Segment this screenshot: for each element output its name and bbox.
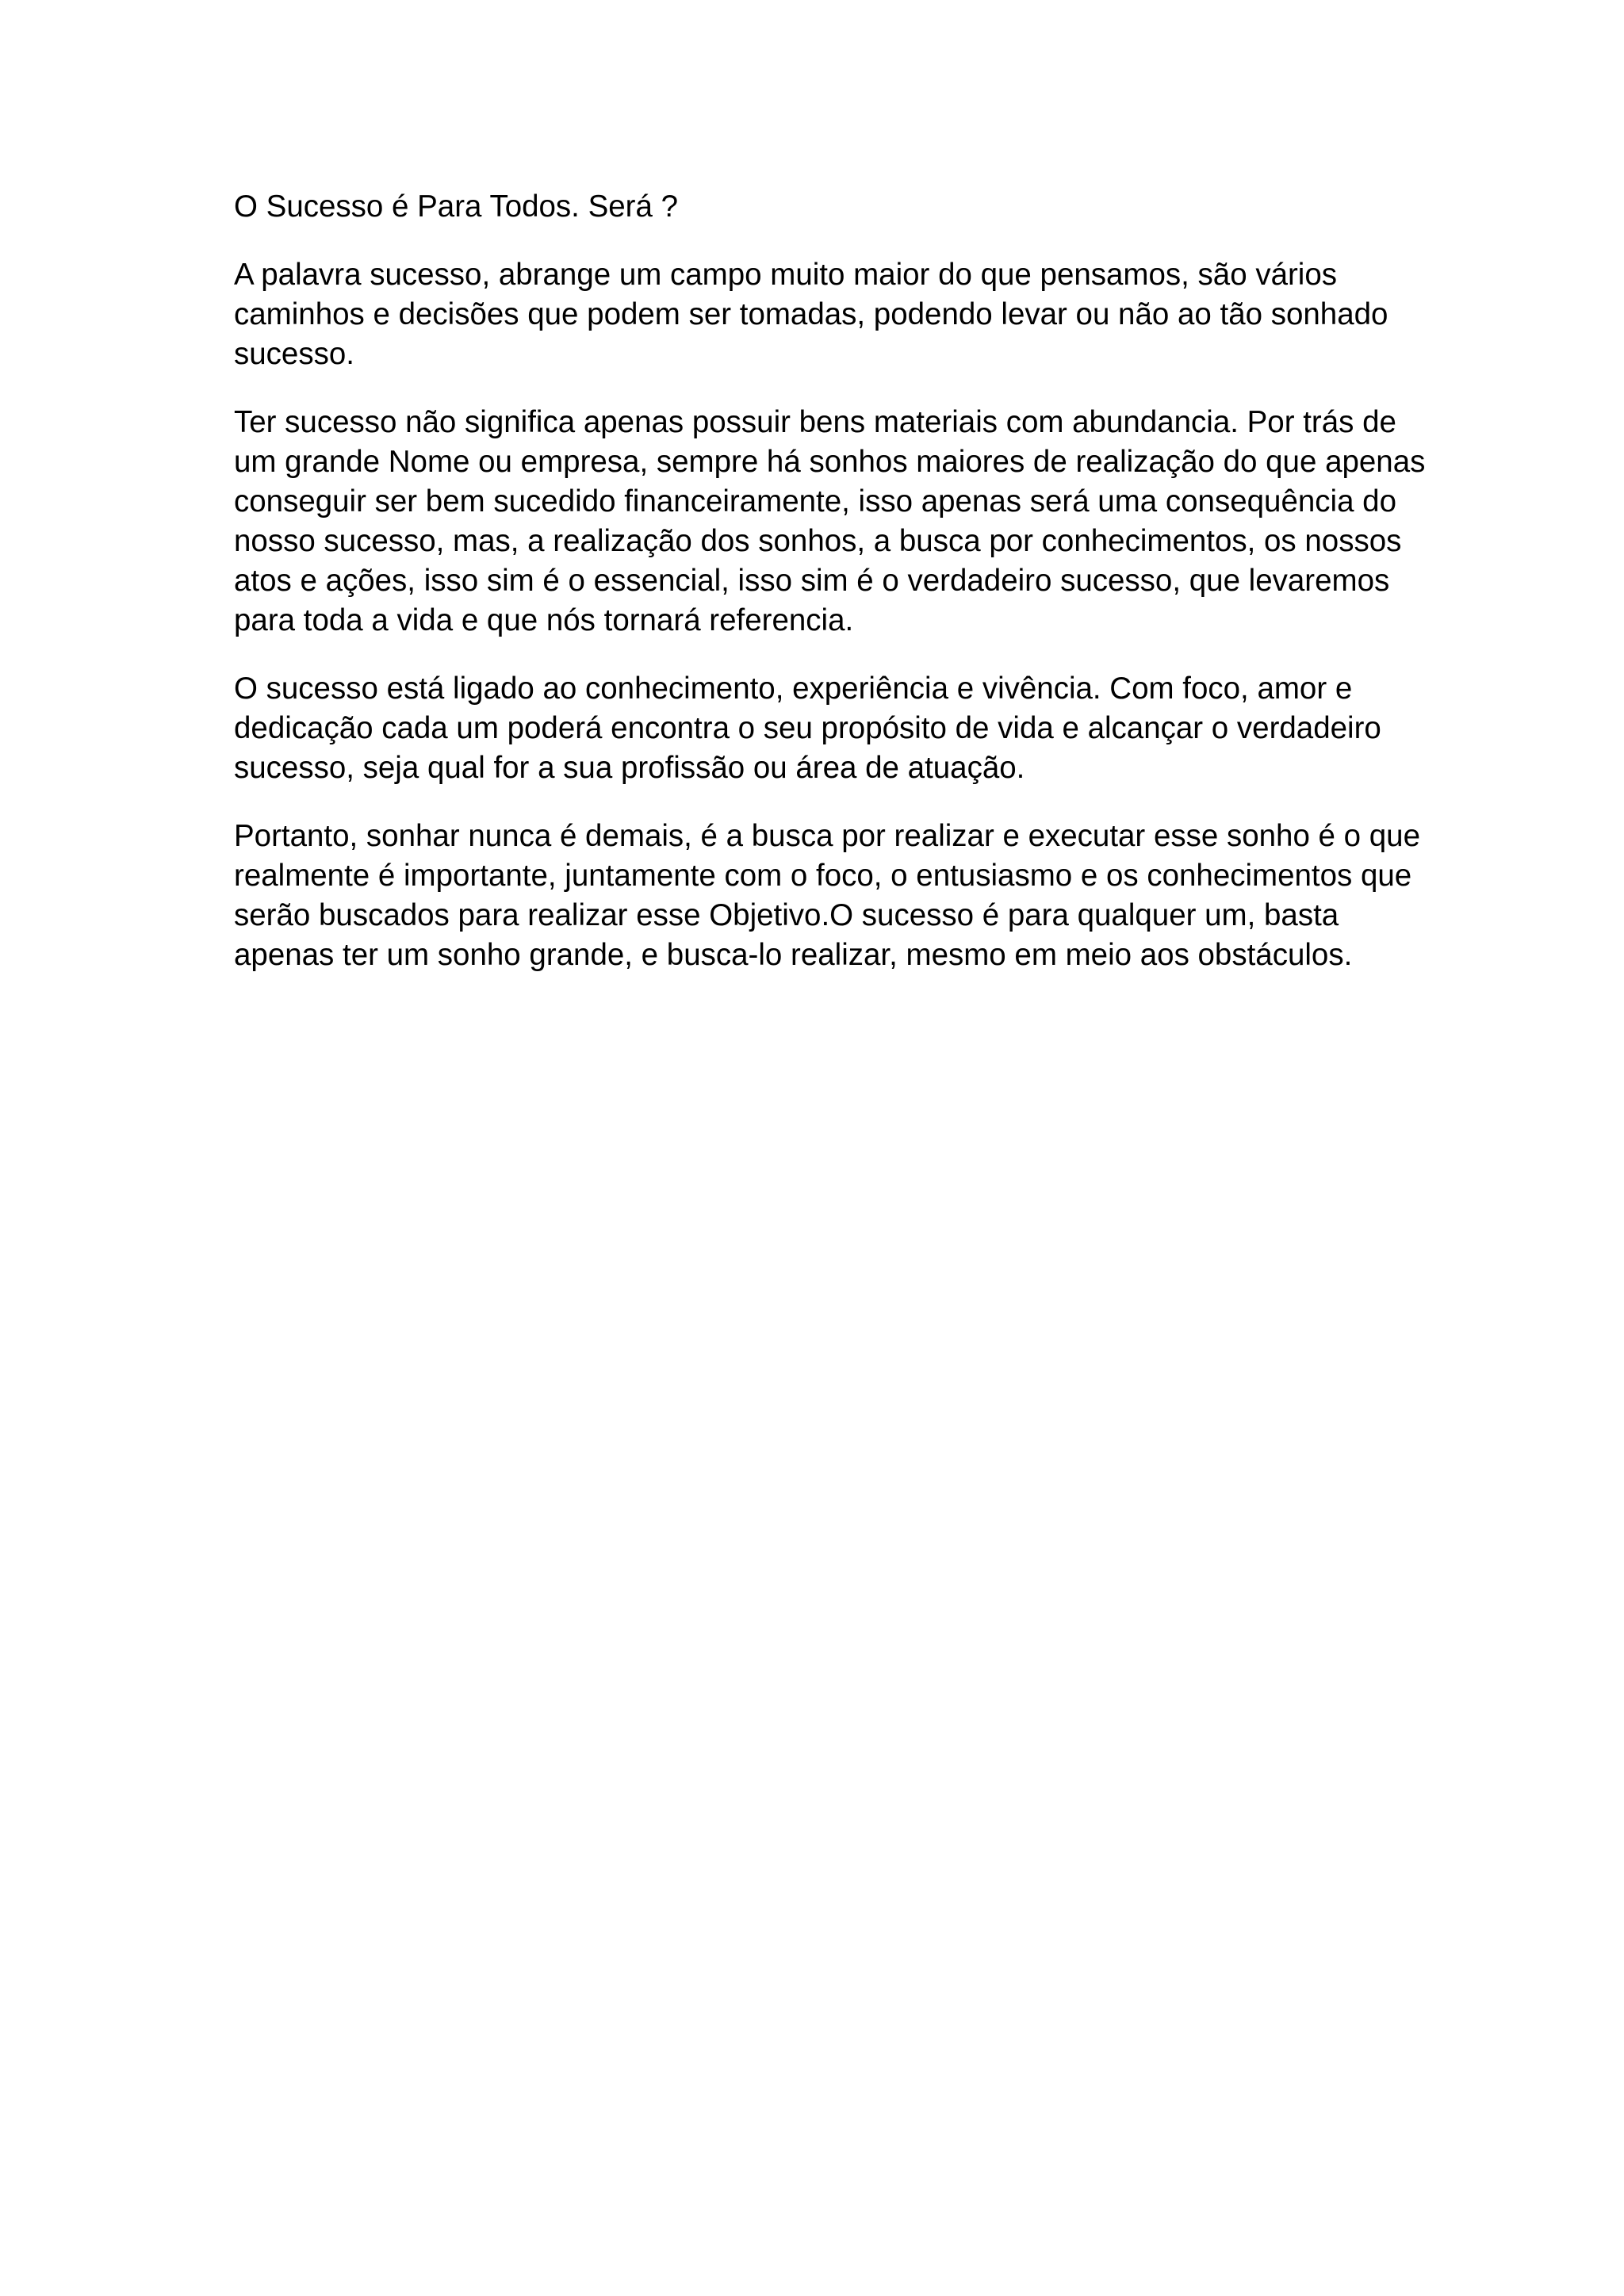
paragraph-4: Portanto, sonhar nunca é demais, é a busca por realizar e executar esse sonho é o que realmente é importante, juntamente com o foco, o entusiasmo e os conhecimentos que serão buscados para realizar esse Objetivo.O sucesso é para qualquer um, basta apenas ter um sonho grande, e busca-lo realizar, mesmo em meio aos obstáculos.	[234, 819, 1421, 972]
document-title: O Sucesso é Para Todos. Será ?	[234, 189, 678, 224]
paragraph-2: Ter sucesso não significa apenas possuir bens materiais com abundancia. Por trás de um grande Nome ou empresa, sempre há sonhos maiores de realização do que apenas conseguir ser bem sucedido financeiramente, isso apenas será uma consequência do nosso sucesso, mas, a realização dos sonhos, a busca por conhecimentos, os nossos atos e ações, isso sim é o essencial, isso sim é o verdadeiro sucesso, que levaremos para toda a vida e que nós tornará referencia.	[234, 405, 1426, 637]
paragraph-3: O sucesso está ligado ao conhecimento, experiência e vivência. Com foco, amor e dedicação cada um poderá encontra o seu propósito de vida e alcançar o verdadeiro sucesso, seja qual for a sua profissão ou área de atuação.	[234, 672, 1381, 785]
document-body	[234, 187, 1439, 1004]
paragraph-1: A palavra sucesso, abrange um campo muito maior do que pensamos, são vários caminhos e decisões que podem ser tomadas, podendo levar ou não ao tão sonhado sucesso.	[234, 258, 1388, 371]
